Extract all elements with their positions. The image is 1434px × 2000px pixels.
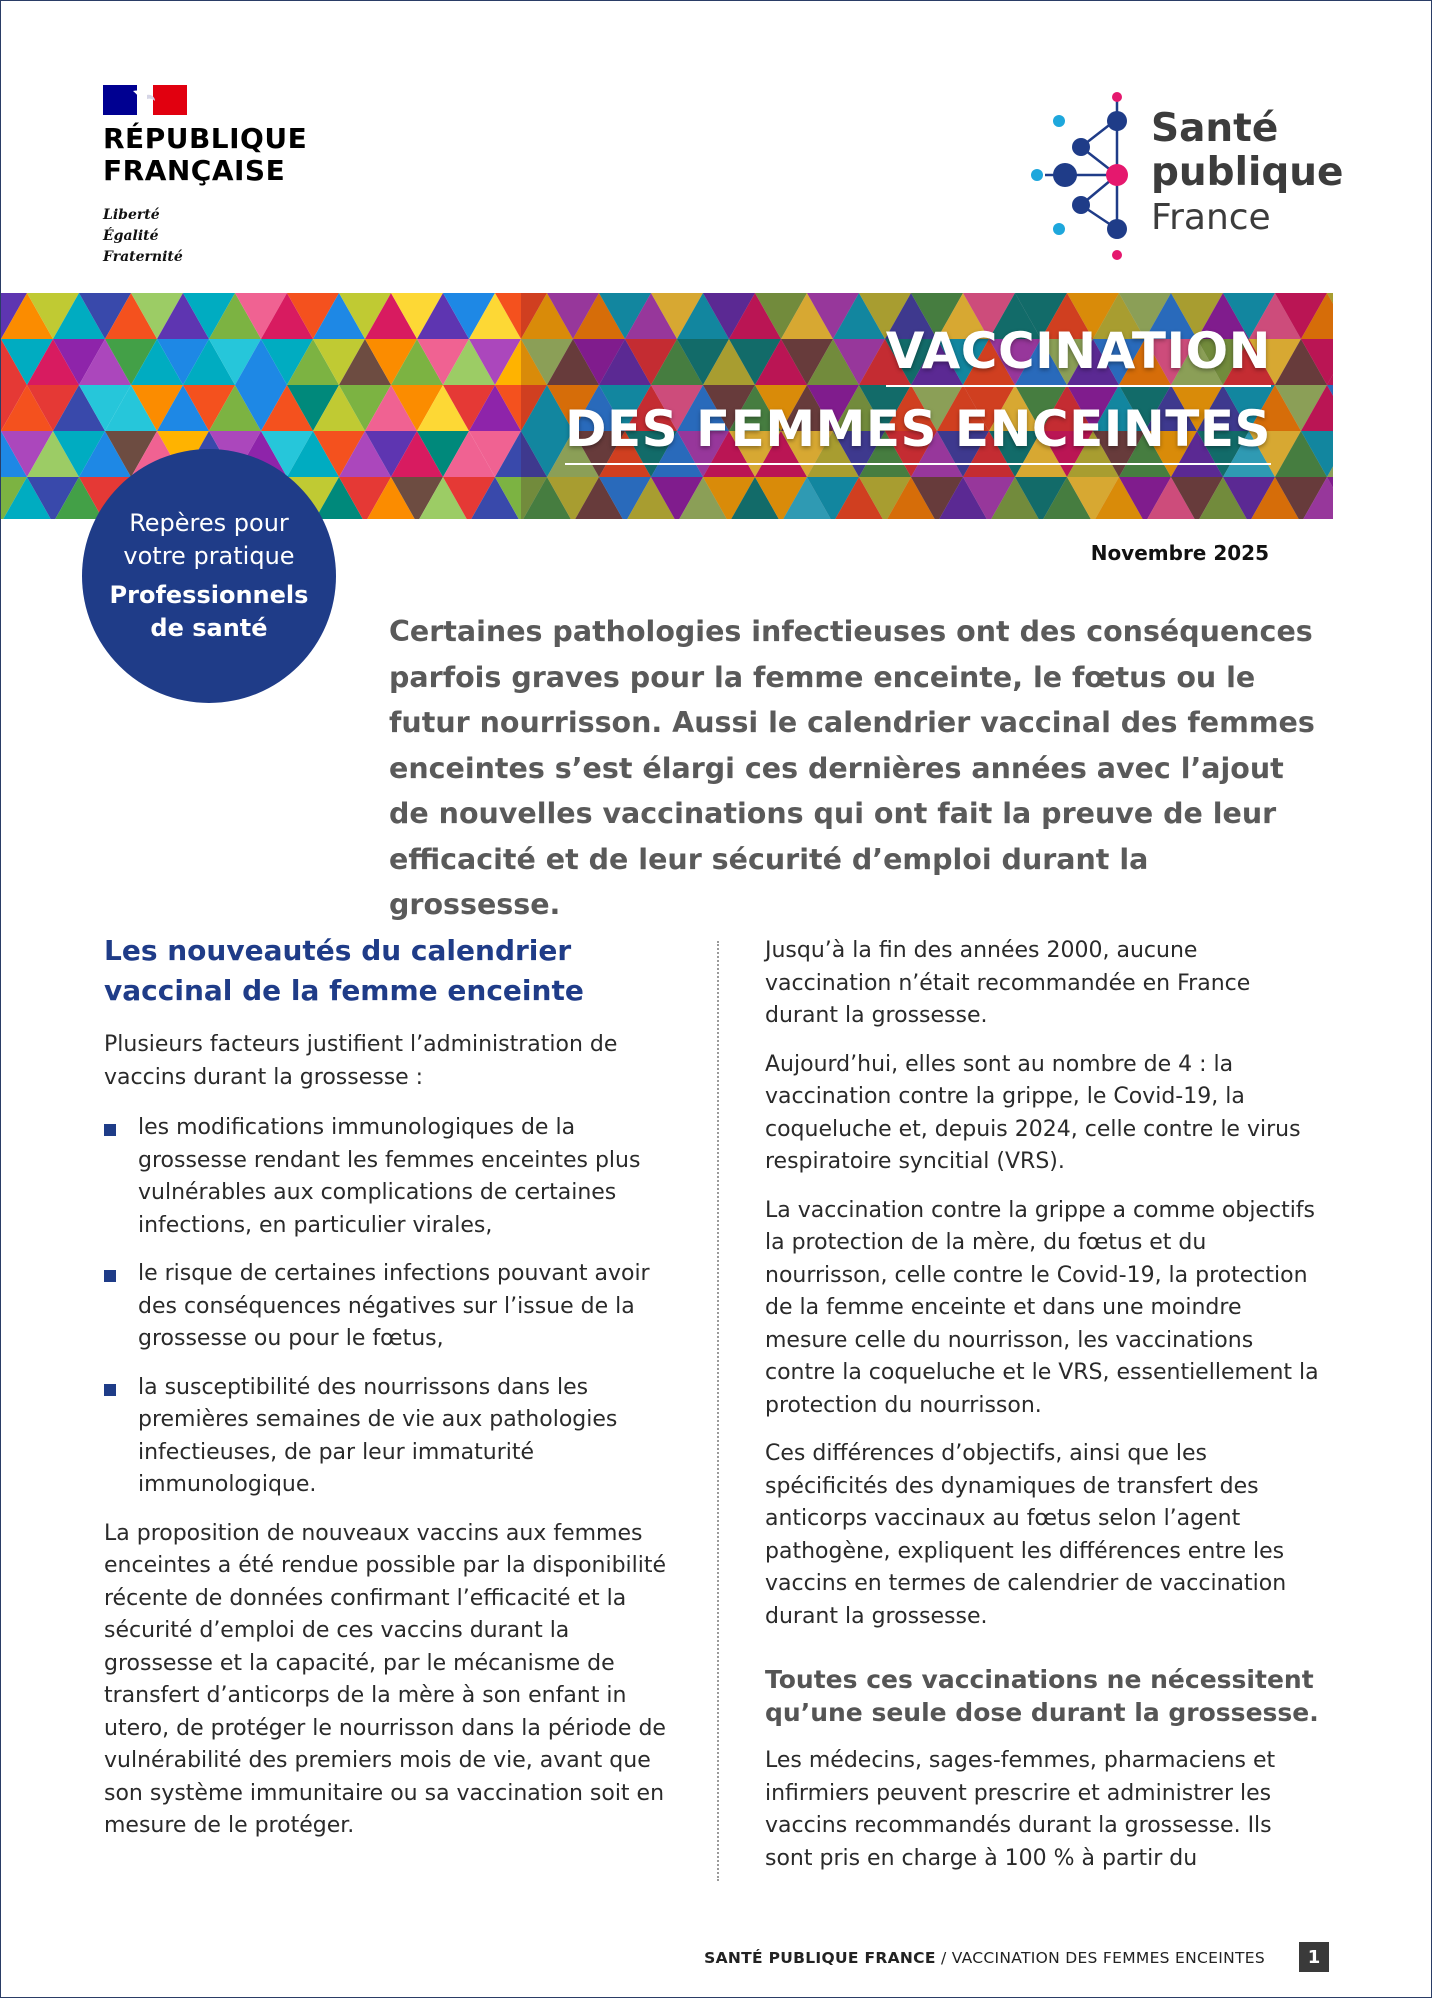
left-column xyxy=(104,931,684,1843)
list-item xyxy=(104,1112,684,1242)
badge-line3: Professionnels xyxy=(109,581,309,609)
footer-doc-title: VACCINATION DES FEMMES ENCEINTES xyxy=(951,1949,1265,1967)
marianne-flag-icon xyxy=(103,85,187,115)
list-item-text: la susceptibilité des nourrissons dans les premières semaines de vie aux pathologies infectieuses, de par leur immaturité immunologique. xyxy=(138,1374,618,1497)
list-item xyxy=(104,1258,684,1356)
paragraph-history: Jusqu’à la fin des années 2000, aucune vaccination n’était recommandée en France durant la grossesse. xyxy=(765,938,1251,1028)
motto-liberte: Liberté xyxy=(103,207,160,223)
agency-line2: publique xyxy=(1151,150,1344,195)
audience-badge xyxy=(82,449,336,703)
paragraph-count: Aujourd’hui, elles sont au nombre de 4 : la vaccination contre la grippe, le Covid-19, la coqueluche et, depuis 2024, celle contre le virus respiratoire syncitial (VRS). xyxy=(765,1051,1301,1174)
footer-separator: / xyxy=(935,1949,952,1967)
network-dots-icon xyxy=(1025,89,1151,265)
paragraph-objectives: La vaccination contre la grippe a comme objectifs la protection de la mère, du fœtus et du nourrisson, celle contre le Covid-19, la protection de la femme enceinte et dans une moindre mesure celle du nourrisson, les vaccinations contre la coqueluche et le VRS, essentiellement la protection du nourrisson. xyxy=(765,1197,1319,1418)
rf-line1: RÉPUBLIQUE xyxy=(103,122,308,155)
motto-egalite: Égalité xyxy=(103,228,159,244)
single-dose-subheading: Toutes ces vaccinations ne nécessitent qu’une seule dose durant la grossesse. xyxy=(765,1665,1319,1727)
badge-line4: de santé xyxy=(150,614,268,642)
bullet-square-icon xyxy=(104,1384,116,1396)
publication-date: Novembre 2025 xyxy=(1090,541,1269,565)
title-line2: DES FEMMES ENCEINTES xyxy=(565,401,1271,465)
rf-line2: FRANÇAISE xyxy=(103,154,286,187)
right-column xyxy=(765,935,1325,1875)
document-title xyxy=(565,323,1271,465)
agency-line3: France xyxy=(1151,197,1271,238)
closing-paragraph: La proposition de nouveaux vaccins aux femmes enceintes a été rendue possible par la disponibilité récente de données confirmant l’efficacité et la sécurité d’emploi de ces vaccins durant la grossesse et la capacité, par le mécanisme de transfert d’anticorps de la mère à son enfant in utero, de protéger le nourrisson dans la période de vulnérabilité des premiers mois de vie, avant que son système immunitaire ou sa vaccination soit en mesure de le protéger. xyxy=(104,1520,667,1838)
section-heading: Les nouveautés du calendrier vaccinal de la femme enceinte xyxy=(104,934,584,1007)
badge-line2: votre pratique xyxy=(123,542,295,570)
page-footer xyxy=(704,1949,1265,1967)
agency-name xyxy=(1151,107,1343,241)
column-divider xyxy=(717,941,719,1881)
bullet-square-icon xyxy=(104,1124,116,1136)
sante-publique-france-logo xyxy=(1025,89,1345,265)
list-item xyxy=(104,1372,684,1502)
page-number: 1 xyxy=(1299,1942,1329,1972)
agency-line1: Santé xyxy=(1151,106,1279,151)
list-item-text: les modifications immunologiques de la grossesse rendant les femmes enceintes plus vulnérables aux complications de certaines infections, en particulier virales, xyxy=(138,1115,641,1238)
paragraph-prescribers: Les médecins, sages-femmes, pharmaciens et infirmiers peuvent prescrire et administrer les vaccins recommandés durant la grossesse. Ils sont pris en charge à 100 % à partir du xyxy=(765,1748,1276,1871)
list-item-text: le risque de certaines infections pouvant avoir des conséquences négatives sur l’issue de la grossesse ou pour le fœtus, xyxy=(138,1261,650,1351)
section-intro: Plusieurs facteurs justifient l’administration de vaccins durant la grossesse : xyxy=(104,1032,618,1090)
intro-paragraph: Certaines pathologies infectieuses ont des conséquences parfois graves pour la femme enceinte, le fœtus ou le futur nourrisson. Aussi le calendrier vaccinal des femmes enceintes s’est élargi ces dernières années avec l’ajout de nouvelles vaccinations qui ont fait la preuve de leur efficacité et de leur sécurité d’emploi durant la grossesse. xyxy=(389,615,1315,921)
title-line1: VACCINATION xyxy=(886,323,1271,387)
paragraph-differences: Ces différences d’objectifs, ainsi que les spécificités des dynamiques de transfert des anticorps vaccinaux au fœtus selon l’agent pathogène, expliquent les différences entre les vaccins en termes de calendrier de vaccination durant la grossesse. xyxy=(765,1441,1287,1629)
bullet-list xyxy=(104,1112,684,1502)
republic-motto xyxy=(103,205,183,268)
footer-brand: SANTÉ PUBLIQUE FRANCE xyxy=(704,1949,936,1967)
motto-fraternite: Fraternité xyxy=(103,249,183,265)
badge-line1: Repères pour xyxy=(129,509,289,537)
bullet-square-icon xyxy=(104,1270,116,1282)
republique-francaise-name xyxy=(103,123,363,187)
